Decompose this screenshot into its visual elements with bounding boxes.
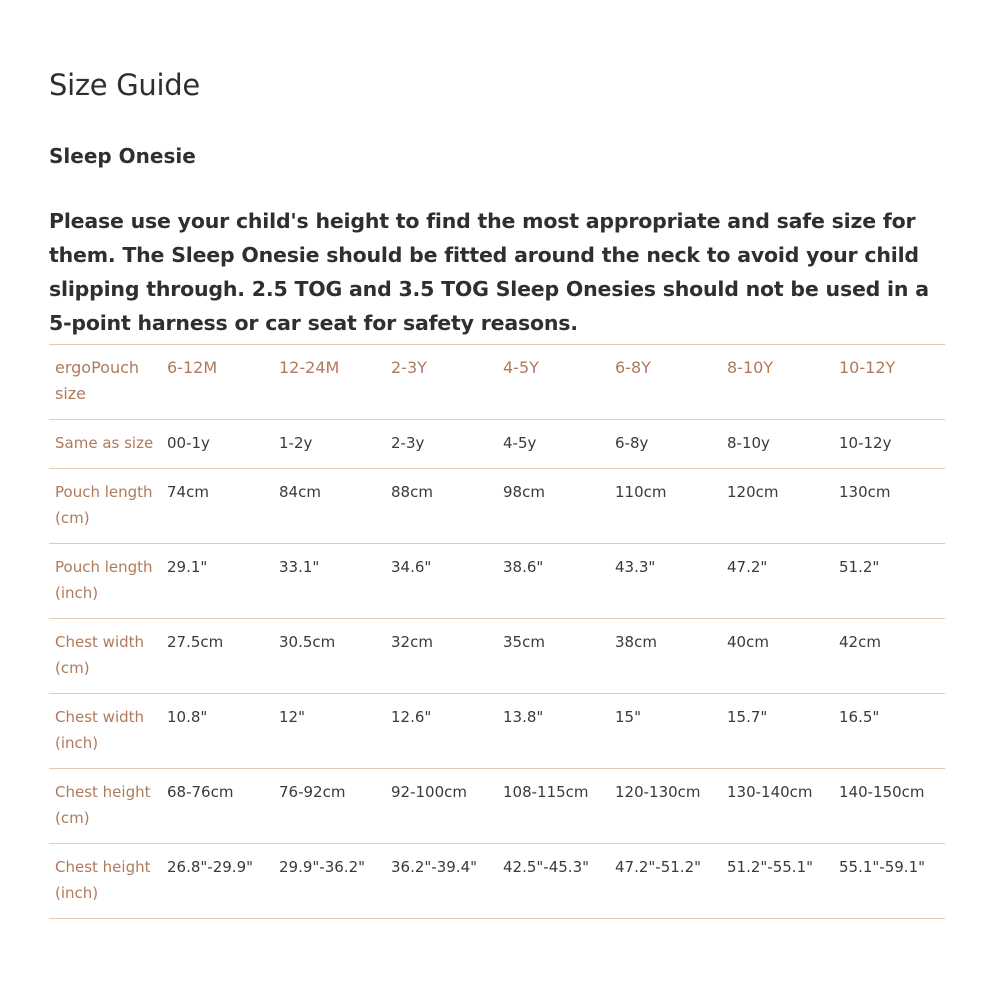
table-row [49,469,945,544]
table-row [49,420,945,469]
table-cell: 47.2" [727,558,768,576]
table-cell: 43.3" [615,558,656,576]
size-header-cell: 12-24M [279,358,340,377]
size-header-cell: 10-12Y [839,358,896,377]
row-label: Same as size [55,434,154,452]
table-cell: 16.5" [839,708,880,726]
table-cell: 15" [615,708,641,726]
table-cell: 130cm [839,483,891,501]
table-cell: 13.8" [503,708,544,726]
table-cell: 15.7" [727,708,768,726]
size-header-cell: 6-8Y [615,358,651,377]
table-row [49,844,945,919]
table-row [49,694,945,769]
table-cell: 74cm [167,483,209,501]
table-cell: 47.2"-51.2" [615,858,702,876]
table-cell: 29.9"-36.2" [279,858,366,876]
table-row [49,619,945,694]
table-cell: 10.8" [167,708,208,726]
table-header-row [49,345,945,420]
table-cell: 36.2"-39.4" [391,858,478,876]
table-cell: 120cm [727,483,779,501]
row-label: Pouch length (cm) [55,483,153,527]
table-cell: 00-1y [167,434,210,452]
size-header-cell: 8-10Y [727,358,774,377]
table-cell: 51.2" [839,558,880,576]
table-cell: 88cm [391,483,433,501]
table-cell: 8-10y [727,434,770,452]
table-row [49,769,945,844]
table-cell: 1-2y [279,434,313,452]
size-header-cell: 4-5Y [503,358,539,377]
row-label: Chest height (cm) [55,783,151,827]
table-cell: 42.5"-45.3" [503,858,590,876]
table-cell: 27.5cm [167,633,224,651]
table-cell: 34.6" [391,558,432,576]
table-cell: 84cm [279,483,321,501]
product-subtitle: Sleep Onesie [49,144,196,168]
table-cell: 12" [279,708,305,726]
table-cell: 42cm [839,633,881,651]
table-cell: 108-115cm [503,783,589,801]
table-cell: 130-140cm [727,783,813,801]
table-cell: 35cm [503,633,545,651]
table-row [49,544,945,619]
table-cell: 4-5y [503,434,537,452]
table-cell: 92-100cm [391,783,467,801]
table-cell: 10-12y [839,434,892,452]
table-cell: 120-130cm [615,783,701,801]
table-cell: 76-92cm [279,783,346,801]
table-cell: 38cm [615,633,657,651]
sizing-instructions: Please use your child's height to find the most appropriate and safe size for them. The Sleep Onesie should be fitted around the neck to avoid your child slipping through. 2.5 TOG and 3.5 TOG Sleep Onesies should not be used in a 5-point harness or car seat for safety reasons. [49,209,929,335]
size-header-cell: 2-3Y [391,358,427,377]
table-cell: 140-150cm [839,783,925,801]
size-guide-table [49,344,945,919]
table-cell: 32cm [391,633,433,651]
table-cell: 2-3y [391,434,425,452]
row-label: Chest width (inch) [55,708,145,752]
table-cell: 110cm [615,483,667,501]
row-label: Chest height (inch) [55,858,151,902]
page-title: Size Guide [49,68,200,102]
table-cell: 55.1"-59.1" [839,858,926,876]
table-cell: 40cm [727,633,769,651]
table-cell: 6-8y [615,434,649,452]
table-cell: 98cm [503,483,545,501]
header-label-cell: ergoPouch size [55,358,140,403]
table-cell: 51.2"-55.1" [727,858,814,876]
table-cell: 30.5cm [279,633,336,651]
table-cell: 29.1" [167,558,208,576]
size-header-cell: 6-12M [167,358,218,377]
table-cell: 12.6" [391,708,432,726]
row-label: Chest width (cm) [55,633,145,677]
table-cell: 33.1" [279,558,320,576]
table-cell: 68-76cm [167,783,234,801]
table-cell: 38.6" [503,558,544,576]
row-label: Pouch length (inch) [55,558,153,602]
table-cell: 26.8"-29.9" [167,858,254,876]
